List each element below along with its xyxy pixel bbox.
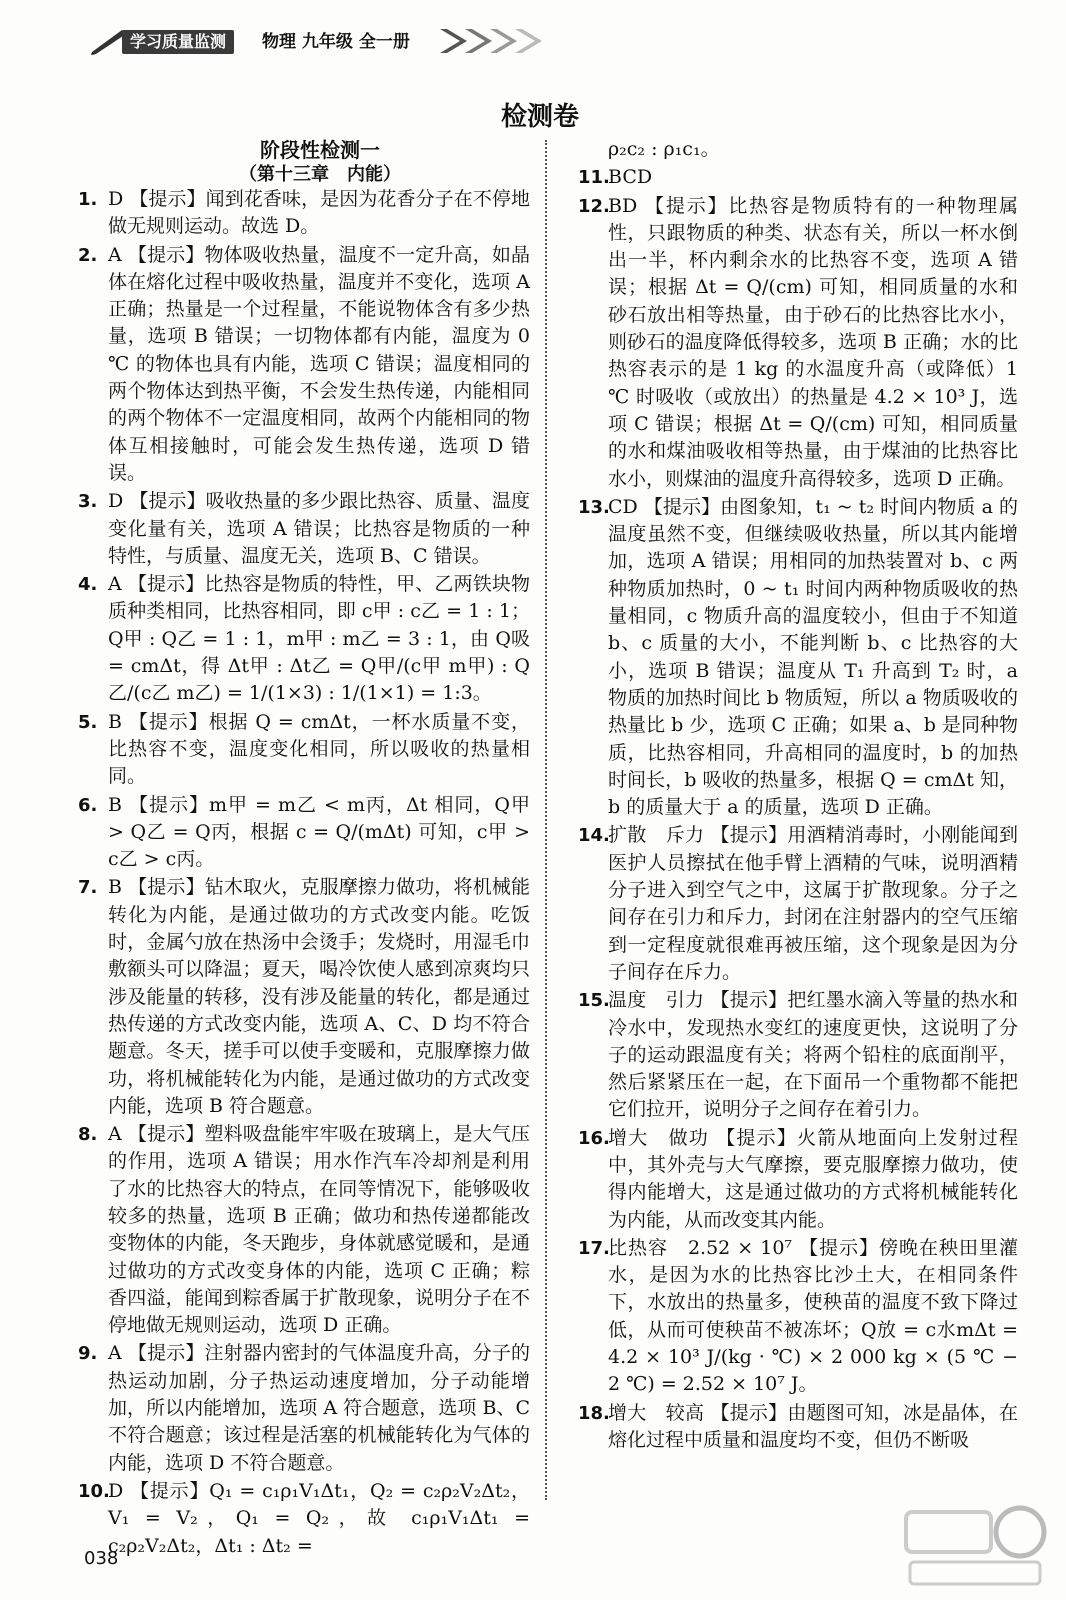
item-text: 扩散 斥力 【提示】用酒精消毒时，小刚能闻到医护人员擦拭在他手臂上酒精的气味，说明酒精分子进入到空气之中，这属于扩散现象。分子之间存在引力和斥力，封闭在注射器内的空气压缩到一定程度就很难再被压缩，这个现象是因为分子间存在斥力。 [608, 824, 1018, 983]
item-text: B 【提示】根据 Q = cmΔt，一杯水质量不变，比热容不变，温度变化相同，所以吸收的热量相同。 [108, 710, 530, 788]
answer-item [578, 987, 1018, 1123]
item-text: 温度 引力 【提示】把红墨水滴入等量的热水和冷水中，发现热水变红的速度更快，这说明了分子的运动跟温度有关；将两个铅柱的底面削平，然后紧紧压在一起，在下面吊一个重物都不能把它们拉开，说明分子之间存在着引力。 [608, 989, 1018, 1121]
answer-item [78, 1121, 530, 1339]
item-number: 1. [78, 189, 98, 210]
item-number: 11. [578, 167, 610, 189]
item-number: 14. [578, 825, 610, 847]
answer-item [78, 874, 530, 1120]
section-title: 阶段性检测一 [260, 138, 380, 162]
column-divider [545, 140, 547, 1500]
answer-item [608, 136, 1018, 163]
answer-item [578, 822, 1018, 986]
item-text: D 【提示】吸收热量的多少跟比热容、质量、温度变化量有关，选项 A 错误；比热容是物质的一种特性，与质量、温度无关，选项 B、C 错误。 [108, 490, 530, 567]
item-text: 增大 做功 【提示】火箭从地面向上发射过程中，其外壳与大气摩擦，要克服摩擦力做功，使得内能增大，这是通过做功的方式将机械能转化为内能，从而改变其内能。 [608, 1126, 1018, 1231]
item-text: 比热容 2.52 × 10⁷ 【提示】傍晚在秧田里灌水，是因为水的比热容比沙土大，在相同条件下，水放出的热量多，使秧苗的温度不致下降过低，从而可使秧苗不被冻坏；Q放 = c水mΔt = 4.2 × 10³ J/(kg · ℃) × 2 000 kg × (5 ℃ − 2 ℃) = 2.52 × 10⁷ J。 [608, 1236, 1018, 1396]
item-number: 2. [78, 244, 98, 266]
item-text: A 【提示】注射器内密封的气体温度升高，分子的热运动加剧，分子热运动速度增加，分子动能增加，所以内能增加，选项 A 符合题意，选项 B、C 不符合题意；该过程是活塞的机械能转化为气体的内能，选项 D 不符合题意。 [108, 1342, 530, 1474]
item-text: 增大 较高 【提示】由题图可知，冰是晶体，在熔化过程中质量和温度均不变，但仍不断吸 [608, 1401, 1018, 1451]
item-number: 7. [78, 877, 98, 899]
item-text: D 【提示】Q₁ = c₁ρ₁V₁Δt₁，Q₂ = c₂ρ₂V₂Δt₂，V₁ = V₂，Q₁ = Q₂，故 c₁ρ₁V₁Δt₁ = c₂ρ₂V₂Δt₂，Δt₁ : Δt₂ = [108, 1479, 530, 1557]
item-text: BCD [608, 166, 653, 189]
section-subtitle: （第十三章 内能） [239, 164, 401, 185]
chevron-right-icon [435, 26, 545, 56]
item-text: A 【提示】比热容是物质的特性，甲、乙两铁块物质种类相同，比热容相同，即 c甲 : c乙 = 1 : 1；Q甲 : Q乙 = 1 : 1，m甲 : m乙 = 3 : 1，由 Q吸 = cmΔt，得 Δt甲 : Δt乙 = Q甲/(c甲 m甲) : Q乙/(c乙 m乙) = 1/(1×3) : 1/(1×1) = 1:3。 [108, 573, 530, 705]
item-text: B 【提示】m甲 = m乙 < m丙，Δt 相同，Q甲 > Q乙 = Q丙，根据 c = Q/(mΔt) 可知，c甲 > c乙 > c丙。 [108, 793, 530, 871]
page-title: 检测卷 [500, 102, 579, 132]
item-number: 9. [78, 1343, 98, 1365]
item-number: 17. [578, 1237, 610, 1259]
answer-item [578, 1400, 1018, 1455]
item-text: A 【提示】物体吸收热量，温度不一定升高，如晶体在熔化过程中吸收热量，温度并不变化，选项 A 正确；热量是一个过程量，不能说物体含有多少热量，选项 B 错误；一切物体都有内能，温度为 0 ℃ 的物体也具有内能，选项 C 错误；温度相同的两个物体达到热平衡，不会发生热传递，内能相同的两个物体不一定温度相同，故两个内能相同的物体互相接触时，可能会发生热传递，选项 D 错误。 [108, 243, 530, 484]
item-text: A 【提示】塑料吸盘能牢牢吸在玻璃上，是大气压的作用，选项 A 错误；用水作汽车冷却剂是利用了水的比热容大的特点，在同等情况下，能够吸收较多的热量，选项 B 正确；做功和热传递都能改变物体的内能，冬天跑步，身体就感觉暖和，是通过做功的方式改变身体的内能，选项 C 正确；粽香四溢，能闻到粽香属于扩散现象，说明分子在不停地做无规则运动，选项 D 正确。 [108, 1123, 530, 1337]
page-header [80, 20, 520, 60]
item-number: 13. [578, 496, 610, 518]
answer-item [78, 488, 530, 570]
answer-item [578, 1235, 1018, 1399]
item-text: B 【提示】钻木取火，克服摩擦力做功，将机械能转化为内能，是通过做功的方式改变内能。吃饭时，金属勺放在热汤中会烫手；发烧时，用湿毛巾敷额头可以降温；夏天，喝冷饮使人感到凉爽均只涉及能量的转移，没有涉及能量的转化，都是通过热传递的方式改变内能，选项 A、C、D 均不符合题意。冬天，搓手可以使手变暖和，克服摩擦力做功，将机械能转化为内能，是通过做功的方式改变内能，选项 B 符合题意。 [108, 876, 530, 1117]
answer-item [578, 193, 1018, 493]
item-number: 3. [78, 491, 98, 513]
answer-item [78, 792, 530, 874]
item-number: 12. [578, 195, 610, 217]
answer-item [78, 242, 530, 488]
item-text: ρ₂c₂ : ρ₁c₁。 [608, 138, 720, 160]
watermark-logo [900, 1500, 1050, 1590]
right-column [578, 136, 1018, 1455]
answer-item [578, 1125, 1018, 1234]
page-number: 038 [84, 1548, 119, 1569]
item-number: 4. [78, 574, 98, 596]
item-number: 8. [78, 1124, 98, 1146]
answer-item [578, 164, 1018, 191]
item-number: 10. [78, 1480, 110, 1502]
item-number: 5. [78, 711, 98, 733]
answer-item [78, 709, 530, 791]
item-text: D 【提示】闻到花香味，是因为花香分子在不停地做无规则运动。故选 D。 [108, 188, 530, 238]
answer-item [578, 494, 1018, 822]
brand-label: 学习质量监测 [122, 30, 234, 54]
item-number: 6. [78, 794, 98, 816]
item-text: BD 【提示】比热容是物质特有的一种物理属性，只跟物质的种类、状态有关，所以一杯水倒出一半，杯内剩余水的比热容不变，选项 A 错误；根据 Δt = Q/(cm) 可知，相同质量的水和砂石放出相等热量，由于砂石的比热容比水小，则砂石的温度降低得较多，选项 B 正确；水的比热容表示的是 1 kg 的水温度升高（或降低）1 ℃ 时吸收（或放出）的热量是 4.2 × 10³ J，选项 C 错误；根据 Δt = Q/(cm) 可知，相同质量的水和煤油吸收相等热量，由于煤油的比热容比水小，则煤油的温度升高得较多，选项 D 正确。 [608, 194, 1018, 490]
answer-item [78, 571, 530, 707]
answer-item [78, 186, 530, 241]
item-text: CD 【提示】由图象知，t₁ ~ t₂ 时间内物质 a 的温度虽然不变，但继续吸收热量，所以其内能增加，选项 A 错误；用相同的加热装置对 b、c 两种物质加热时，0 ~ t₁ 时间内两种物质吸收的热量相同，c 物质升高的温度较小，但由于不知道 b、c 质量的大小，不能判断 b、c 比热容的大小，选项 B 错误；温度从 T₁ 升高到 T₂ 时，a 物质的加热时间比 b 物质短，所以 a 物质吸收的热量比 b 少，选项 C 正确；如果 a、b 是同种物质，比热容相同，升高相同的温度时，b 的加热时间长，b 吸收的热量多，根据 Q = cmΔt 知，b 的质量大于 a 的质量，选项 D 正确。 [608, 495, 1018, 819]
item-number: 18. [578, 1402, 610, 1424]
item-number: 16. [578, 1127, 610, 1149]
answer-item [78, 1340, 530, 1476]
subject-label: 物理 九年级 全一册 [262, 32, 410, 52]
item-number: 15. [578, 990, 610, 1012]
